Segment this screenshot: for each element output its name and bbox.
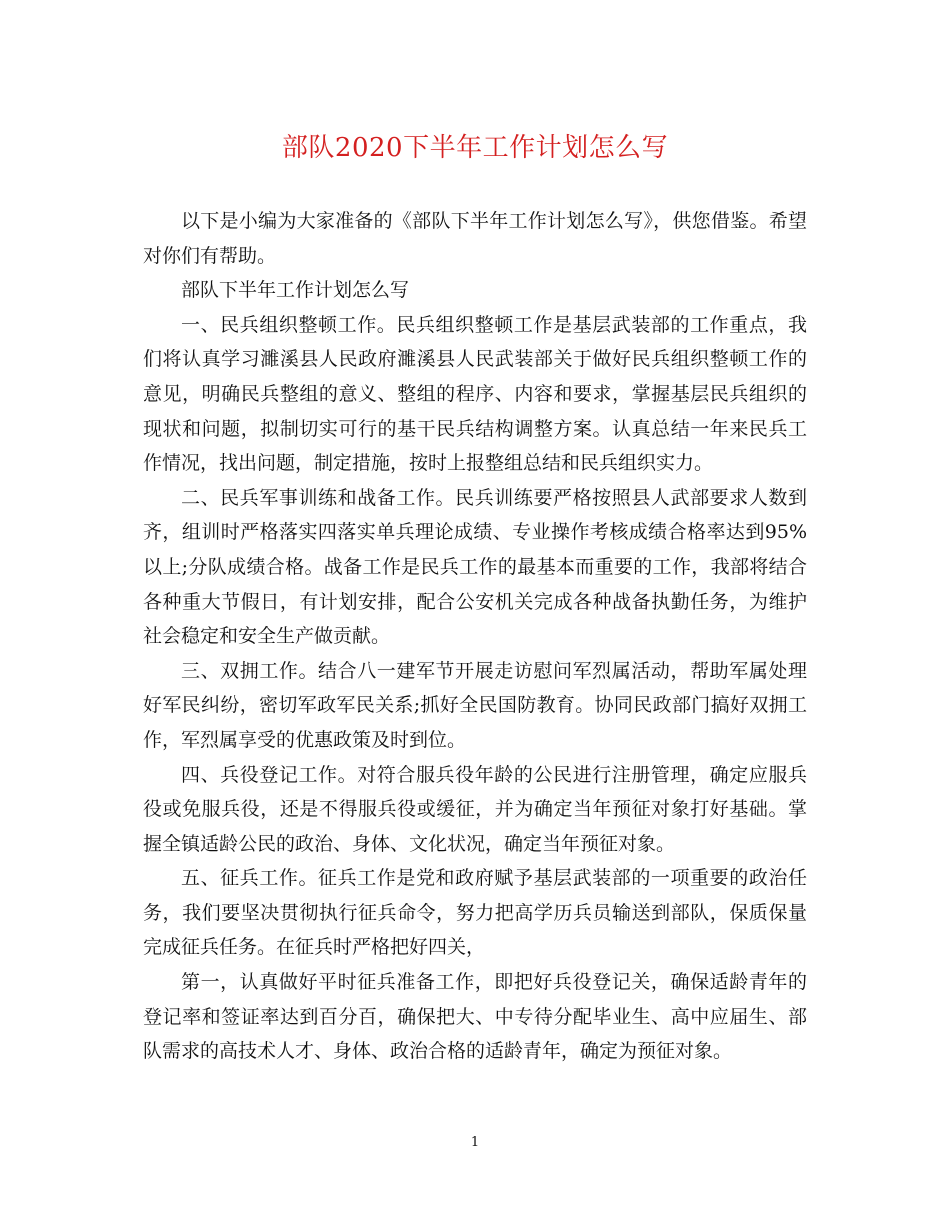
paragraph-section-3: 三、双拥工作。结合八一建军节开展走访慰问军烈属活动，帮助军属处理好军民纠纷，密切军政军民关系;抓好全民国防教育。协同民政部门搞好双拥工作，军烈属享受的优惠政策及时到位。 (143, 659, 807, 751)
document-body (143, 204, 807, 1069)
page-title: 部队2020下半年工作计划怎么写 (281, 133, 669, 163)
page-number: 1 (470, 1135, 480, 1150)
paragraph-section-2: 二、民兵军事训练和战备工作。民兵训练要严格按照县人武部要求人数到齐，组训时严格落实四落实单兵理论成绩、专业操作考核成绩合格率达到95%以上;分队成绩合格。战备工作是民兵工作的最基本而重要的工作，我部将结合各种重大节假日，有计划安排，配合公安机关完成各种战备执勤任务，为维护社会稳定和安全生产做贡献。 (143, 486, 807, 648)
paragraph-intro: 以下是小编为大家准备的《部队下半年工作计划怎么写》，供您借鉴。希望对你们有帮助。 (143, 210, 807, 267)
paragraph-subtitle: 部队下半年工作计划怎么写 (181, 279, 410, 302)
paragraph-section-5: 五、征兵工作。征兵工作是党和政府赋予基层武装部的一项重要的政治任务，我们要坚决贯彻执行征兵命令，努力把高学历兵员输送到部队，保质保量完成征兵任务。在征兵时严格把好四关， (143, 867, 807, 959)
paragraph-first-point: 第一，认真做好平时征兵准备工作，即把好兵役登记关，确保适龄青年的登记率和签证率达到百分百，确保把大、中专待分配毕业生、高中应届生、部队需求的高技术人才、身体、政治合格的适龄青年，确定为预征对象。 (143, 971, 807, 1063)
paragraph-section-1: 一、民兵组织整顿工作。民兵组织整顿工作是基层武装部的工作重点，我们将认真学习濉溪县人民政府濉溪县人民武装部关于做好民兵组织整顿工作的意见，明确民兵整组的意义、整组的程序、内容和要求，掌握基层民兵组织的现状和问题，拟制切实可行的基干民兵结构调整方案。认真总结一年来民兵工作情况，找出问题，制定措施，按时上报整组总结和民兵组织实力。 (143, 313, 807, 475)
paragraph-section-4: 四、兵役登记工作。对符合服兵役年龄的公民进行注册管理，确定应服兵役或免服兵役，还是不得服兵役或缓征，并为确定当年预征对象打好基础。掌握全镇适龄公民的政治、身体、文化状况，确定当年预征对象。 (143, 763, 807, 855)
